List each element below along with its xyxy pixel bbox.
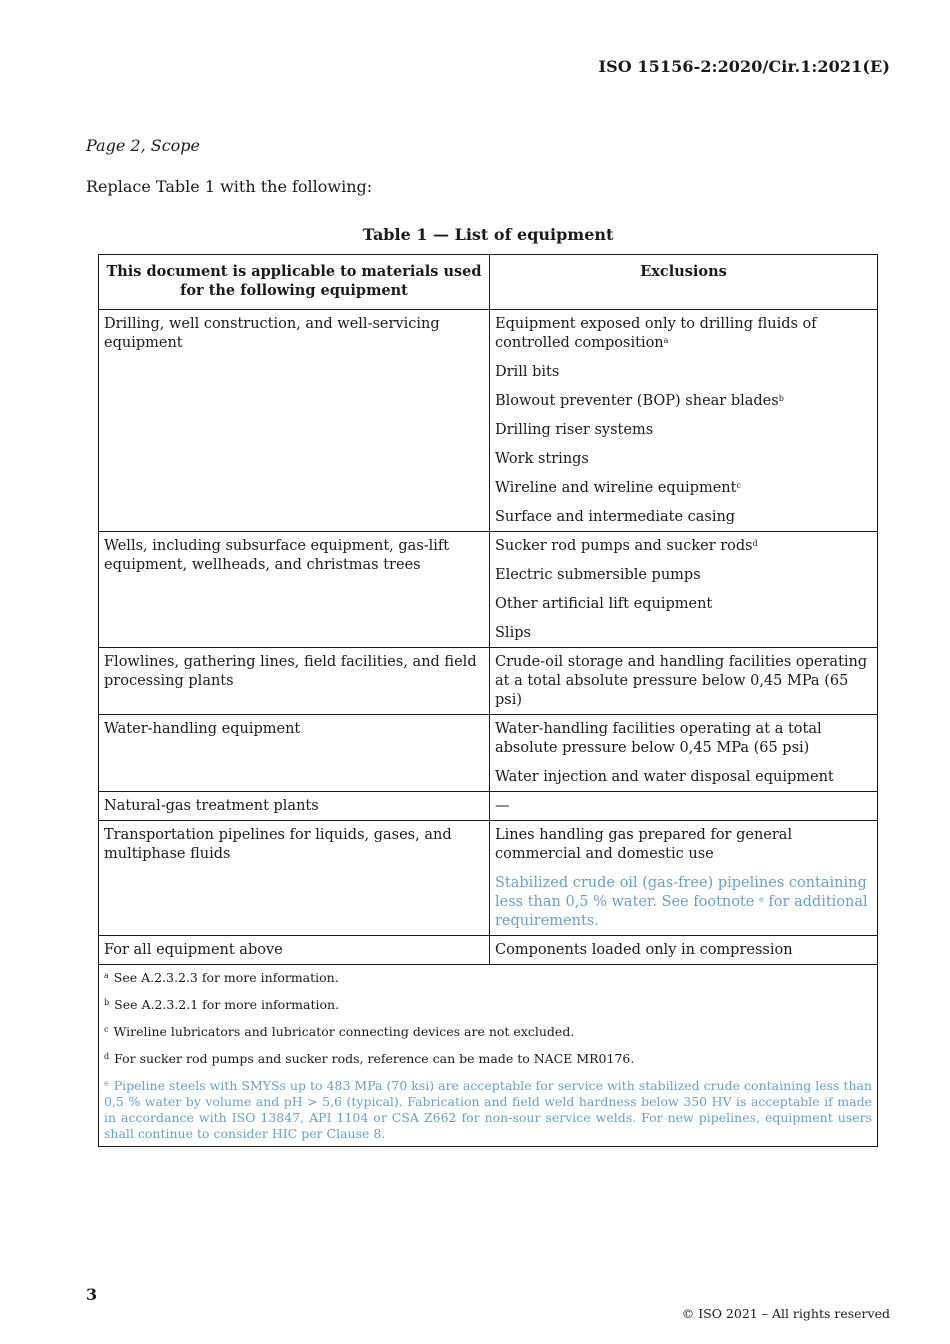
exclusion-item bbox=[495, 941, 872, 960]
exclusion-text: Lines handling gas prepared for general commercial and domestic use bbox=[495, 827, 793, 862]
exclusion-item bbox=[495, 874, 872, 931]
copyright-notice: © ISO 2021 – All rights reserved bbox=[681, 1306, 890, 1321]
equipment-cell: Water-handling equipment bbox=[99, 715, 490, 792]
footnote-marker: a bbox=[663, 336, 669, 345]
page-number: 3 bbox=[86, 1285, 98, 1304]
footnote-marker: d bbox=[752, 539, 758, 548]
footnote bbox=[104, 1051, 872, 1067]
exclusion-text: Blowout preventer (BOP) shear blades bbox=[495, 393, 779, 409]
equipment-cell: Transportation pipelines for liquids, gases, and multiphase fluids bbox=[99, 821, 490, 936]
exclusion-text: Other artificial lift equipment bbox=[495, 596, 713, 612]
table-title: Table 1 — List of equipment bbox=[362, 225, 614, 244]
exclusion-text: Water-handling facilities operating at a total absolute pressure below 0,45 MPa (65 psi) bbox=[495, 721, 822, 756]
footnote-mark: b bbox=[104, 998, 110, 1007]
footnote bbox=[104, 970, 872, 986]
exclusion-text: Components loaded only in compression bbox=[495, 942, 793, 958]
table-row bbox=[99, 936, 878, 965]
equipment-cell: For all equipment above bbox=[99, 936, 490, 965]
exclusion-item bbox=[495, 363, 872, 382]
header-exclusions: Exclusions bbox=[490, 255, 878, 310]
footnote-mark: a bbox=[104, 971, 109, 980]
exclusion-item bbox=[495, 797, 872, 816]
equipment-cell: Natural-gas treatment plants bbox=[99, 792, 490, 821]
exclusion-text: Drilling riser systems bbox=[495, 422, 654, 438]
footnote-text: See A.2.3.2.1 for more information. bbox=[114, 997, 340, 1012]
document-id: ISO 15156-2:2020/Cir.1:2021(E) bbox=[598, 57, 890, 76]
footnote bbox=[104, 1078, 872, 1142]
footnote-marker: b bbox=[778, 394, 784, 403]
footnote-text: See A.2.3.2.3 for more information. bbox=[113, 970, 339, 985]
exclusion-item bbox=[495, 537, 872, 556]
exclusions-cell bbox=[490, 715, 878, 792]
footnote-text: For sucker rod pumps and sucker rods, reference can be made to NACE MR0176. bbox=[114, 1051, 635, 1066]
table-row bbox=[99, 821, 878, 936]
exclusion-text: Crude-oil storage and handling facilities operating at a total absolute pressure below 0,45 MPa (65 psi) bbox=[495, 654, 868, 708]
exclusion-item bbox=[495, 479, 872, 498]
exclusion-text: Sucker rod pumps and sucker rods bbox=[495, 538, 753, 554]
exclusion-text: Equipment exposed only to drilling fluids of controlled composition bbox=[495, 316, 817, 351]
table-row bbox=[99, 792, 878, 821]
exclusion-text: Stabilized crude oil (gas-free) pipelines containing less than 0,5 % water. See footnote bbox=[495, 875, 867, 910]
exclusion-text: Work strings bbox=[495, 451, 589, 467]
exclusion-text: — bbox=[495, 798, 510, 814]
table-body bbox=[99, 310, 878, 1147]
exclusion-item bbox=[495, 392, 872, 411]
table-row bbox=[99, 648, 878, 715]
exclusions-cell bbox=[490, 648, 878, 715]
exclusion-text: Slips bbox=[495, 625, 531, 641]
equipment-cell: Flowlines, gathering lines, field facilities, and field processing plants bbox=[99, 648, 490, 715]
exclusion-text: Drill bits bbox=[495, 364, 560, 380]
exclusions-cell bbox=[490, 936, 878, 965]
table-row bbox=[99, 532, 878, 648]
exclusion-text: Water injection and water disposal equipment bbox=[495, 769, 834, 785]
equipment-cell: Drilling, well construction, and well-servicing equipment bbox=[99, 310, 490, 532]
exclusion-item bbox=[495, 421, 872, 440]
exclusion-item bbox=[495, 595, 872, 614]
table-header-row bbox=[99, 255, 878, 310]
footnote-mark: c bbox=[104, 1025, 109, 1034]
exclusion-text: for additional requirements. bbox=[495, 894, 868, 929]
footnote-marker: e bbox=[759, 895, 764, 904]
equipment-cell: Wells, including subsurface equipment, gas-lift equipment, wellheads, and christmas trees bbox=[99, 532, 490, 648]
exclusion-text: Electric submersible pumps bbox=[495, 567, 701, 583]
exclusion-item bbox=[495, 566, 872, 585]
footnote-text: Wireline lubricators and lubricator connecting devices are not excluded. bbox=[113, 1024, 575, 1039]
footnote-mark: d bbox=[104, 1052, 110, 1061]
section-reference: Page 2, Scope bbox=[86, 136, 200, 155]
exclusions-cell bbox=[490, 821, 878, 936]
exclusion-text: Wireline and wireline equipment bbox=[495, 480, 737, 496]
footnote-marker: c bbox=[736, 481, 741, 490]
footnote bbox=[104, 1024, 872, 1040]
footnotes-row bbox=[99, 965, 878, 1147]
footnote-text: Pipeline steels with SMYSs up to 483 MPa (70 ksi) are acceptable for service with stabilized crude containing less than 0,5 % water by volume and pH > 5,6 (typical). Fabrication and field weld hardness below 350 HV is acceptable if made in accordance with ISO 13847, API 1104 or CSA Z662 for non-sour service welds. For new pipelines, equipment users shall continue to consider HIC per Clause 8. bbox=[104, 1078, 872, 1141]
table-row bbox=[99, 715, 878, 792]
exclusion-item bbox=[495, 508, 872, 527]
header-equipment: This document is applicable to materials used for the following equipment bbox=[99, 255, 490, 310]
instruction-text: Replace Table 1 with the following: bbox=[86, 177, 373, 196]
exclusion-item bbox=[495, 653, 872, 710]
exclusion-text: Surface and intermediate casing bbox=[495, 509, 736, 525]
footnote-mark: e bbox=[104, 1079, 109, 1088]
table-row bbox=[99, 310, 878, 532]
exclusion-item bbox=[495, 720, 872, 758]
exclusions-cell bbox=[490, 310, 878, 532]
equipment-table bbox=[98, 254, 878, 1147]
exclusion-item bbox=[495, 826, 872, 864]
footnote bbox=[104, 997, 872, 1013]
exclusion-item bbox=[495, 624, 872, 643]
exclusions-cell bbox=[490, 792, 878, 821]
exclusion-item bbox=[495, 315, 872, 353]
footnotes-cell bbox=[99, 965, 878, 1147]
exclusion-item bbox=[495, 450, 872, 469]
exclusion-item bbox=[495, 768, 872, 787]
exclusions-cell bbox=[490, 532, 878, 648]
